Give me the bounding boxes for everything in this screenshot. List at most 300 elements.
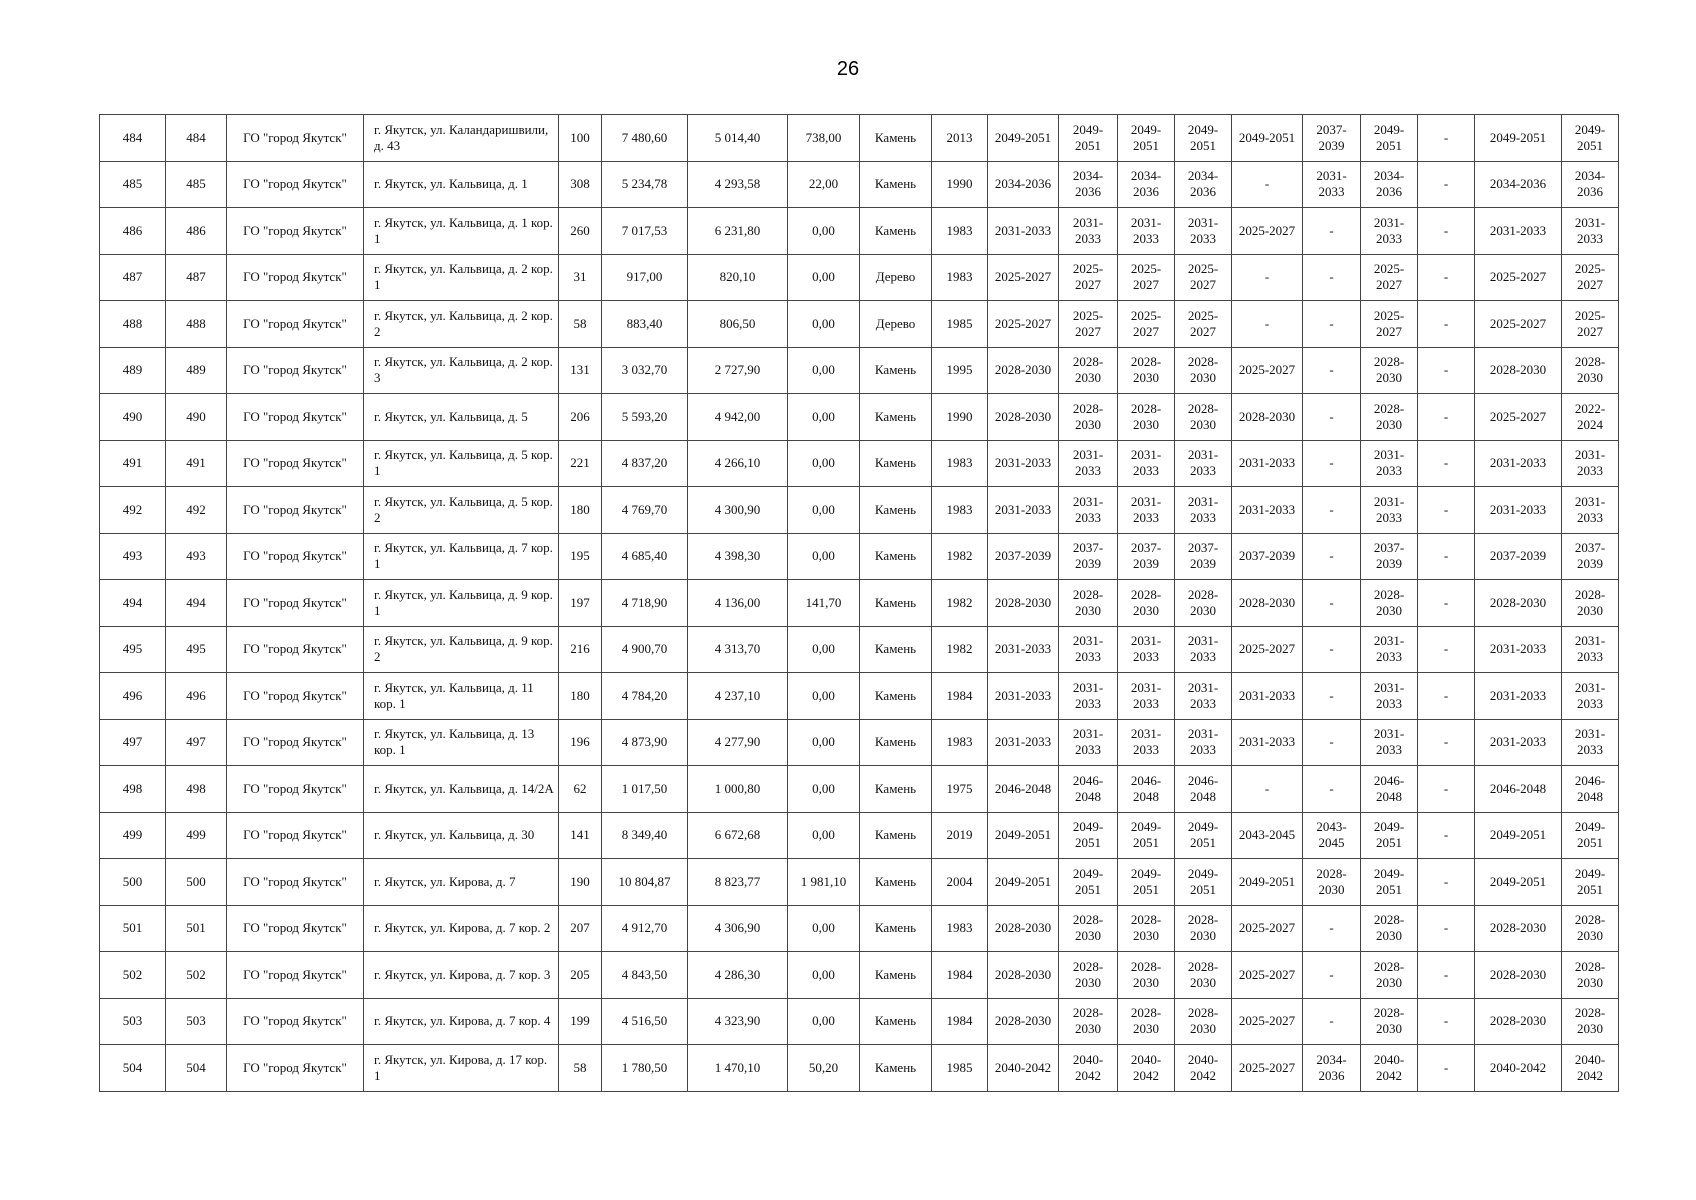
cell-address: г. Якутск, ул. Кирова, д. 7 кор. 4 bbox=[364, 998, 559, 1045]
cell-house-id: 492 bbox=[166, 487, 227, 534]
cell-period-5: 2028-2030 bbox=[1232, 580, 1303, 627]
cell-period-8: - bbox=[1418, 673, 1475, 720]
cell-period-7: 2028-2030 bbox=[1361, 347, 1418, 394]
cell-living-area: 4 286,30 bbox=[688, 952, 788, 999]
cell-municipality: ГО "город Якутск" bbox=[227, 394, 364, 441]
cell-total-area: 4 769,70 bbox=[602, 487, 688, 534]
cell-period-9: 2028-2030 bbox=[1475, 905, 1562, 952]
cell-wall-material: Камень bbox=[860, 673, 932, 720]
cell-wall-material: Камень bbox=[860, 161, 932, 208]
cell-period-6: 2037-2039 bbox=[1303, 115, 1361, 162]
cell-period-2: 2049-2051 bbox=[1059, 859, 1118, 906]
cell-build-year: 1983 bbox=[932, 487, 988, 534]
cell-build-year: 1983 bbox=[932, 440, 988, 487]
cell-nonliving-area: 0,00 bbox=[788, 812, 860, 859]
cell-period-2: 2028-2030 bbox=[1059, 998, 1118, 1045]
cell-row-index: 484 bbox=[100, 115, 166, 162]
cell-period-1: 2040-2042 bbox=[988, 1045, 1059, 1092]
cell-row-index: 485 bbox=[100, 161, 166, 208]
cell-address: г. Якутск, ул. Кальвица, д. 13 кор. 1 bbox=[364, 719, 559, 766]
cell-nonliving-area: 0,00 bbox=[788, 905, 860, 952]
cell-period-1: 2028-2030 bbox=[988, 905, 1059, 952]
cell-period-2: 2040-2042 bbox=[1059, 1045, 1118, 1092]
cell-period-10: 2049-2051 bbox=[1562, 812, 1619, 859]
cell-period-4: 2049-2051 bbox=[1175, 115, 1232, 162]
cell-residents: 195 bbox=[559, 533, 602, 580]
cell-period-4: 2049-2051 bbox=[1175, 859, 1232, 906]
cell-period-10: 2049-2051 bbox=[1562, 115, 1619, 162]
cell-period-2: 2031-2033 bbox=[1059, 719, 1118, 766]
cell-period-6: - bbox=[1303, 394, 1361, 441]
cell-row-index: 493 bbox=[100, 533, 166, 580]
cell-address: г. Якутск, ул. Кальвица, д. 14/2А bbox=[364, 766, 559, 813]
cell-period-1: 2046-2048 bbox=[988, 766, 1059, 813]
cell-build-year: 1984 bbox=[932, 998, 988, 1045]
cell-period-3: 2034-2036 bbox=[1118, 161, 1175, 208]
cell-period-3: 2028-2030 bbox=[1118, 952, 1175, 999]
cell-period-7: 2028-2030 bbox=[1361, 998, 1418, 1045]
cell-period-4: 2028-2030 bbox=[1175, 998, 1232, 1045]
cell-period-10: 2028-2030 bbox=[1562, 347, 1619, 394]
cell-house-id: 501 bbox=[166, 905, 227, 952]
table-row bbox=[100, 440, 1619, 487]
cell-wall-material: Камень bbox=[860, 952, 932, 999]
cell-period-8: - bbox=[1418, 487, 1475, 534]
cell-address: г. Якутск, ул. Кальвица, д. 9 кор. 2 bbox=[364, 626, 559, 673]
cell-house-id: 490 bbox=[166, 394, 227, 441]
cell-house-id: 489 bbox=[166, 347, 227, 394]
table-row bbox=[100, 859, 1619, 906]
cell-period-5: 2031-2033 bbox=[1232, 487, 1303, 534]
cell-period-1: 2049-2051 bbox=[988, 859, 1059, 906]
cell-total-area: 7 017,53 bbox=[602, 208, 688, 255]
housing-registry-table bbox=[99, 114, 1619, 1092]
cell-total-area: 10 804,87 bbox=[602, 859, 688, 906]
cell-nonliving-area: 1 981,10 bbox=[788, 859, 860, 906]
cell-address: г. Якутск, ул. Кальвица, д. 1 bbox=[364, 161, 559, 208]
cell-period-1: 2028-2030 bbox=[988, 580, 1059, 627]
cell-wall-material: Камень bbox=[860, 812, 932, 859]
cell-period-2: 2028-2030 bbox=[1059, 347, 1118, 394]
cell-period-6: - bbox=[1303, 208, 1361, 255]
cell-address: г. Якутск, ул. Кальвица, д. 2 кор. 1 bbox=[364, 254, 559, 301]
cell-build-year: 1985 bbox=[932, 1045, 988, 1092]
cell-period-4: 2031-2033 bbox=[1175, 440, 1232, 487]
cell-period-2: 2025-2027 bbox=[1059, 301, 1118, 348]
cell-period-2: 2031-2033 bbox=[1059, 440, 1118, 487]
cell-address: г. Якутск, ул. Кальвица, д. 2 кор. 3 bbox=[364, 347, 559, 394]
table-row bbox=[100, 487, 1619, 534]
cell-residents: 100 bbox=[559, 115, 602, 162]
cell-row-index: 504 bbox=[100, 1045, 166, 1092]
cell-period-9: 2031-2033 bbox=[1475, 673, 1562, 720]
cell-municipality: ГО "город Якутск" bbox=[227, 952, 364, 999]
cell-period-3: 2028-2030 bbox=[1118, 580, 1175, 627]
cell-total-area: 4 516,50 bbox=[602, 998, 688, 1045]
cell-period-5: 2031-2033 bbox=[1232, 673, 1303, 720]
cell-residents: 206 bbox=[559, 394, 602, 441]
cell-address: г. Якутск, ул. Каландаришвили, д. 43 bbox=[364, 115, 559, 162]
cell-living-area: 4 136,00 bbox=[688, 580, 788, 627]
cell-period-7: 2031-2033 bbox=[1361, 673, 1418, 720]
cell-residents: 31 bbox=[559, 254, 602, 301]
cell-living-area: 4 237,10 bbox=[688, 673, 788, 720]
table-row bbox=[100, 626, 1619, 673]
cell-period-8: - bbox=[1418, 394, 1475, 441]
cell-period-7: 2037-2039 bbox=[1361, 533, 1418, 580]
cell-period-6: - bbox=[1303, 347, 1361, 394]
cell-address: г. Якутск, ул. Кальвица, д. 5 кор. 2 bbox=[364, 487, 559, 534]
cell-period-10: 2040-2042 bbox=[1562, 1045, 1619, 1092]
cell-period-8: - bbox=[1418, 812, 1475, 859]
cell-build-year: 2004 bbox=[932, 859, 988, 906]
cell-period-3: 2031-2033 bbox=[1118, 719, 1175, 766]
cell-period-3: 2049-2051 bbox=[1118, 812, 1175, 859]
cell-build-year: 1984 bbox=[932, 952, 988, 999]
cell-period-8: - bbox=[1418, 626, 1475, 673]
cell-municipality: ГО "город Якутск" bbox=[227, 626, 364, 673]
cell-period-1: 2031-2033 bbox=[988, 487, 1059, 534]
cell-period-4: 2034-2036 bbox=[1175, 161, 1232, 208]
table-row bbox=[100, 1045, 1619, 1092]
cell-total-area: 8 349,40 bbox=[602, 812, 688, 859]
cell-residents: 180 bbox=[559, 487, 602, 534]
cell-residents: 180 bbox=[559, 673, 602, 720]
cell-period-3: 2025-2027 bbox=[1118, 254, 1175, 301]
cell-period-7: 2049-2051 bbox=[1361, 115, 1418, 162]
cell-build-year: 1990 bbox=[932, 394, 988, 441]
cell-build-year: 2013 bbox=[932, 115, 988, 162]
cell-period-9: 2028-2030 bbox=[1475, 347, 1562, 394]
table-row bbox=[100, 347, 1619, 394]
cell-period-3: 2031-2033 bbox=[1118, 208, 1175, 255]
cell-period-3: 2049-2051 bbox=[1118, 115, 1175, 162]
cell-period-3: 2049-2051 bbox=[1118, 859, 1175, 906]
cell-residents: 197 bbox=[559, 580, 602, 627]
cell-address: г. Якутск, ул. Кальвица, д. 2 кор. 2 bbox=[364, 301, 559, 348]
cell-municipality: ГО "город Якутск" bbox=[227, 115, 364, 162]
cell-house-id: 491 bbox=[166, 440, 227, 487]
cell-municipality: ГО "город Якутск" bbox=[227, 998, 364, 1045]
cell-nonliving-area: 0,00 bbox=[788, 533, 860, 580]
cell-period-7: 2028-2030 bbox=[1361, 952, 1418, 999]
cell-nonliving-area: 738,00 bbox=[788, 115, 860, 162]
cell-total-area: 4 837,20 bbox=[602, 440, 688, 487]
cell-period-3: 2028-2030 bbox=[1118, 905, 1175, 952]
cell-municipality: ГО "город Якутск" bbox=[227, 1045, 364, 1092]
cell-address: г. Якутск, ул. Кирова, д. 7 кор. 2 bbox=[364, 905, 559, 952]
cell-period-2: 2034-2036 bbox=[1059, 161, 1118, 208]
cell-period-3: 2028-2030 bbox=[1118, 998, 1175, 1045]
cell-period-4: 2028-2030 bbox=[1175, 580, 1232, 627]
cell-residents: 131 bbox=[559, 347, 602, 394]
cell-period-4: 2031-2033 bbox=[1175, 487, 1232, 534]
cell-build-year: 1995 bbox=[932, 347, 988, 394]
cell-wall-material: Камень bbox=[860, 533, 932, 580]
cell-period-9: 2034-2036 bbox=[1475, 161, 1562, 208]
cell-period-10: 2025-2027 bbox=[1562, 301, 1619, 348]
cell-period-6: 2031-2033 bbox=[1303, 161, 1361, 208]
cell-nonliving-area: 0,00 bbox=[788, 952, 860, 999]
cell-municipality: ГО "город Якутск" bbox=[227, 301, 364, 348]
cell-row-index: 491 bbox=[100, 440, 166, 487]
cell-period-9: 2049-2051 bbox=[1475, 115, 1562, 162]
cell-period-8: - bbox=[1418, 161, 1475, 208]
cell-period-8: - bbox=[1418, 347, 1475, 394]
cell-build-year: 1983 bbox=[932, 254, 988, 301]
cell-residents: 216 bbox=[559, 626, 602, 673]
cell-period-1: 2031-2033 bbox=[988, 440, 1059, 487]
cell-municipality: ГО "город Якутск" bbox=[227, 440, 364, 487]
cell-row-index: 492 bbox=[100, 487, 166, 534]
cell-house-id: 494 bbox=[166, 580, 227, 627]
cell-period-7: 2049-2051 bbox=[1361, 812, 1418, 859]
cell-total-area: 4 900,70 bbox=[602, 626, 688, 673]
cell-nonliving-area: 0,00 bbox=[788, 254, 860, 301]
cell-period-5: 2025-2027 bbox=[1232, 905, 1303, 952]
cell-nonliving-area: 0,00 bbox=[788, 301, 860, 348]
cell-period-8: - bbox=[1418, 580, 1475, 627]
cell-nonliving-area: 141,70 bbox=[788, 580, 860, 627]
cell-row-index: 486 bbox=[100, 208, 166, 255]
cell-period-8: - bbox=[1418, 440, 1475, 487]
cell-municipality: ГО "город Якутск" bbox=[227, 812, 364, 859]
cell-period-1: 2031-2033 bbox=[988, 626, 1059, 673]
cell-build-year: 1990 bbox=[932, 161, 988, 208]
cell-total-area: 7 480,60 bbox=[602, 115, 688, 162]
cell-living-area: 4 277,90 bbox=[688, 719, 788, 766]
cell-municipality: ГО "город Якутск" bbox=[227, 254, 364, 301]
cell-total-area: 4 784,20 bbox=[602, 673, 688, 720]
cell-wall-material: Камень bbox=[860, 1045, 932, 1092]
cell-build-year: 1982 bbox=[932, 533, 988, 580]
cell-wall-material: Камень bbox=[860, 115, 932, 162]
table-row bbox=[100, 719, 1619, 766]
cell-house-id: 485 bbox=[166, 161, 227, 208]
cell-period-10: 2031-2033 bbox=[1562, 719, 1619, 766]
cell-period-2: 2031-2033 bbox=[1059, 487, 1118, 534]
cell-build-year: 1985 bbox=[932, 301, 988, 348]
cell-period-6: - bbox=[1303, 719, 1361, 766]
cell-period-4: 2025-2027 bbox=[1175, 254, 1232, 301]
cell-row-index: 501 bbox=[100, 905, 166, 952]
cell-period-1: 2028-2030 bbox=[988, 998, 1059, 1045]
cell-period-4: 2028-2030 bbox=[1175, 952, 1232, 999]
cell-house-id: 497 bbox=[166, 719, 227, 766]
cell-period-5: - bbox=[1232, 766, 1303, 813]
cell-nonliving-area: 0,00 bbox=[788, 394, 860, 441]
cell-row-index: 487 bbox=[100, 254, 166, 301]
cell-period-6: - bbox=[1303, 533, 1361, 580]
cell-residents: 58 bbox=[559, 1045, 602, 1092]
cell-municipality: ГО "город Якутск" bbox=[227, 766, 364, 813]
cell-nonliving-area: 0,00 bbox=[788, 626, 860, 673]
cell-total-area: 1 780,50 bbox=[602, 1045, 688, 1092]
cell-period-4: 2040-2042 bbox=[1175, 1045, 1232, 1092]
cell-period-2: 2046-2048 bbox=[1059, 766, 1118, 813]
cell-period-9: 2046-2048 bbox=[1475, 766, 1562, 813]
cell-house-id: 495 bbox=[166, 626, 227, 673]
cell-house-id: 500 bbox=[166, 859, 227, 906]
cell-living-area: 4 323,90 bbox=[688, 998, 788, 1045]
cell-total-area: 5 593,20 bbox=[602, 394, 688, 441]
table-row bbox=[100, 161, 1619, 208]
cell-period-6: - bbox=[1303, 580, 1361, 627]
cell-period-5: 2043-2045 bbox=[1232, 812, 1303, 859]
cell-house-id: 486 bbox=[166, 208, 227, 255]
cell-period-6: - bbox=[1303, 301, 1361, 348]
cell-address: г. Якутск, ул. Кальвица, д. 1 кор. 1 bbox=[364, 208, 559, 255]
cell-period-9: 2028-2030 bbox=[1475, 998, 1562, 1045]
cell-address: г. Якутск, ул. Кальвица, д. 7 кор. 1 bbox=[364, 533, 559, 580]
cell-period-9: 2025-2027 bbox=[1475, 301, 1562, 348]
cell-period-3: 2028-2030 bbox=[1118, 347, 1175, 394]
table-row bbox=[100, 580, 1619, 627]
cell-living-area: 1 000,80 bbox=[688, 766, 788, 813]
cell-period-7: 2049-2051 bbox=[1361, 859, 1418, 906]
cell-living-area: 6 231,80 bbox=[688, 208, 788, 255]
cell-address: г. Якутск, ул. Кирова, д. 7 кор. 3 bbox=[364, 952, 559, 999]
cell-period-3: 2025-2027 bbox=[1118, 301, 1175, 348]
cell-period-5: - bbox=[1232, 254, 1303, 301]
cell-period-9: 2031-2033 bbox=[1475, 487, 1562, 534]
table-row bbox=[100, 812, 1619, 859]
cell-nonliving-area: 0,00 bbox=[788, 719, 860, 766]
cell-period-1: 2034-2036 bbox=[988, 161, 1059, 208]
cell-row-index: 495 bbox=[100, 626, 166, 673]
cell-period-2: 2028-2030 bbox=[1059, 952, 1118, 999]
cell-period-4: 2028-2030 bbox=[1175, 347, 1232, 394]
cell-period-7: 2034-2036 bbox=[1361, 161, 1418, 208]
cell-period-7: 2028-2030 bbox=[1361, 394, 1418, 441]
cell-nonliving-area: 0,00 bbox=[788, 487, 860, 534]
cell-period-7: 2031-2033 bbox=[1361, 208, 1418, 255]
cell-living-area: 4 942,00 bbox=[688, 394, 788, 441]
cell-period-9: 2028-2030 bbox=[1475, 952, 1562, 999]
cell-municipality: ГО "город Якутск" bbox=[227, 533, 364, 580]
cell-period-9: 2049-2051 bbox=[1475, 812, 1562, 859]
cell-address: г. Якутск, ул. Кальвица, д. 5 кор. 1 bbox=[364, 440, 559, 487]
cell-row-index: 496 bbox=[100, 673, 166, 720]
cell-period-7: 2031-2033 bbox=[1361, 440, 1418, 487]
cell-municipality: ГО "город Якутск" bbox=[227, 905, 364, 952]
cell-period-10: 2037-2039 bbox=[1562, 533, 1619, 580]
cell-total-area: 4 685,40 bbox=[602, 533, 688, 580]
cell-period-7: 2031-2033 bbox=[1361, 487, 1418, 534]
cell-period-9: 2037-2039 bbox=[1475, 533, 1562, 580]
cell-municipality: ГО "город Якутск" bbox=[227, 580, 364, 627]
cell-period-6: 2043-2045 bbox=[1303, 812, 1361, 859]
cell-municipality: ГО "город Якутск" bbox=[227, 347, 364, 394]
cell-period-5: 2028-2030 bbox=[1232, 394, 1303, 441]
cell-address: г. Якутск, ул. Кирова, д. 7 bbox=[364, 859, 559, 906]
cell-residents: 199 bbox=[559, 998, 602, 1045]
cell-house-id: 504 bbox=[166, 1045, 227, 1092]
cell-period-10: 2028-2030 bbox=[1562, 580, 1619, 627]
cell-period-6: - bbox=[1303, 998, 1361, 1045]
cell-period-6: - bbox=[1303, 673, 1361, 720]
cell-period-10: 2028-2030 bbox=[1562, 952, 1619, 999]
cell-nonliving-area: 22,00 bbox=[788, 161, 860, 208]
cell-period-5: - bbox=[1232, 301, 1303, 348]
cell-period-2: 2028-2030 bbox=[1059, 905, 1118, 952]
cell-nonliving-area: 0,00 bbox=[788, 673, 860, 720]
cell-period-1: 2037-2039 bbox=[988, 533, 1059, 580]
cell-row-index: 498 bbox=[100, 766, 166, 813]
cell-municipality: ГО "город Якутск" bbox=[227, 208, 364, 255]
cell-period-5: 2025-2027 bbox=[1232, 208, 1303, 255]
cell-period-5: - bbox=[1232, 161, 1303, 208]
cell-period-10: 2046-2048 bbox=[1562, 766, 1619, 813]
cell-period-8: - bbox=[1418, 254, 1475, 301]
cell-period-2: 2031-2033 bbox=[1059, 673, 1118, 720]
cell-living-area: 2 727,90 bbox=[688, 347, 788, 394]
cell-build-year: 2019 bbox=[932, 812, 988, 859]
cell-municipality: ГО "город Якутск" bbox=[227, 673, 364, 720]
cell-build-year: 1975 bbox=[932, 766, 988, 813]
cell-row-index: 489 bbox=[100, 347, 166, 394]
cell-period-6: - bbox=[1303, 440, 1361, 487]
cell-period-3: 2031-2033 bbox=[1118, 440, 1175, 487]
table-row bbox=[100, 254, 1619, 301]
cell-period-6: 2028-2030 bbox=[1303, 859, 1361, 906]
cell-nonliving-area: 0,00 bbox=[788, 347, 860, 394]
cell-period-6: - bbox=[1303, 766, 1361, 813]
table-row bbox=[100, 905, 1619, 952]
cell-build-year: 1983 bbox=[932, 905, 988, 952]
table-row bbox=[100, 673, 1619, 720]
cell-period-4: 2031-2033 bbox=[1175, 626, 1232, 673]
cell-address: г. Якутск, ул. Кирова, д. 17 кор. 1 bbox=[364, 1045, 559, 1092]
cell-living-area: 4 266,10 bbox=[688, 440, 788, 487]
cell-total-area: 4 718,90 bbox=[602, 580, 688, 627]
cell-period-1: 2028-2030 bbox=[988, 394, 1059, 441]
cell-build-year: 1982 bbox=[932, 580, 988, 627]
cell-wall-material: Камень bbox=[860, 719, 932, 766]
cell-period-7: 2025-2027 bbox=[1361, 254, 1418, 301]
cell-period-5: 2025-2027 bbox=[1232, 952, 1303, 999]
cell-period-8: - bbox=[1418, 952, 1475, 999]
cell-address: г. Якутск, ул. Кальвица, д. 11 кор. 1 bbox=[364, 673, 559, 720]
cell-living-area: 4 313,70 bbox=[688, 626, 788, 673]
cell-total-area: 4 873,90 bbox=[602, 719, 688, 766]
cell-period-3: 2037-2039 bbox=[1118, 533, 1175, 580]
cell-period-3: 2031-2033 bbox=[1118, 673, 1175, 720]
cell-period-9: 2025-2027 bbox=[1475, 254, 1562, 301]
cell-period-2: 2028-2030 bbox=[1059, 580, 1118, 627]
table-row bbox=[100, 533, 1619, 580]
cell-wall-material: Камень bbox=[860, 859, 932, 906]
cell-living-area: 4 306,90 bbox=[688, 905, 788, 952]
cell-row-index: 503 bbox=[100, 998, 166, 1045]
cell-total-area: 4 912,70 bbox=[602, 905, 688, 952]
table-row bbox=[100, 301, 1619, 348]
cell-house-id: 498 bbox=[166, 766, 227, 813]
cell-wall-material: Камень bbox=[860, 766, 932, 813]
cell-residents: 190 bbox=[559, 859, 602, 906]
cell-period-8: - bbox=[1418, 1045, 1475, 1092]
cell-period-5: 2049-2051 bbox=[1232, 859, 1303, 906]
cell-period-2: 2031-2033 bbox=[1059, 208, 1118, 255]
cell-period-8: - bbox=[1418, 208, 1475, 255]
table-row bbox=[100, 208, 1619, 255]
cell-total-area: 917,00 bbox=[602, 254, 688, 301]
cell-period-1: 2031-2033 bbox=[988, 208, 1059, 255]
cell-row-index: 494 bbox=[100, 580, 166, 627]
cell-period-1: 2031-2033 bbox=[988, 719, 1059, 766]
cell-period-1: 2049-2051 bbox=[988, 812, 1059, 859]
cell-period-2: 2049-2051 bbox=[1059, 115, 1118, 162]
